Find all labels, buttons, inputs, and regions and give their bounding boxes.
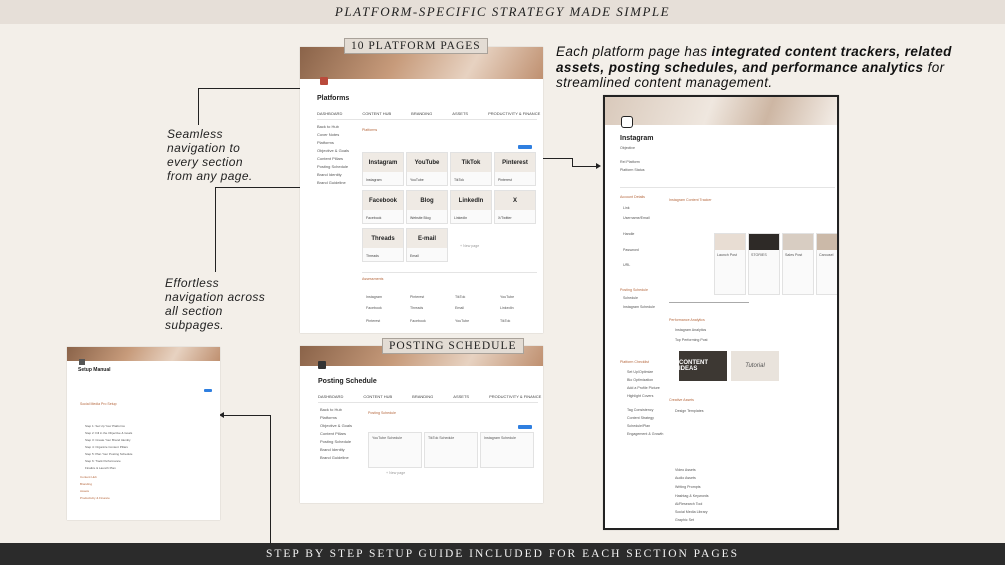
account-field[interactable]: Link — [623, 206, 630, 210]
card-label: Email — [410, 254, 419, 258]
account-field[interactable]: URL — [623, 263, 631, 267]
section-title: Creative Assets — [669, 398, 694, 402]
asset-item[interactable]: Facebook — [366, 306, 382, 310]
section-title: Social Media Pro Setup — [80, 402, 117, 406]
new-page-link[interactable]: + New page — [460, 244, 480, 248]
label-platform-pages: 10 PLATFORM PAGES — [344, 38, 488, 54]
connector-line — [572, 158, 599, 167]
card-title: Facebook — [363, 191, 403, 210]
top-post-thumbnail[interactable]: Tutorial — [731, 351, 779, 381]
divider — [362, 272, 537, 273]
card-label: Pinterest — [498, 178, 512, 182]
analytics-item[interactable]: Instagram Analytics — [675, 328, 707, 332]
creative-item[interactable]: Audio Assets — [675, 476, 696, 480]
platform-card[interactable] — [406, 228, 448, 262]
creative-item[interactable]: Writing Prompts — [675, 485, 701, 489]
connector-line — [215, 187, 313, 272]
description-text: Each platform page has — [556, 44, 712, 59]
section-title: Posting Schedule — [368, 411, 396, 415]
page-title: Platforms — [317, 95, 350, 102]
checklist-item[interactable]: Set Up/Optimize — [627, 370, 654, 374]
sidebar-item[interactable]: Cover Notes — [317, 132, 340, 137]
sidebar[interactable] — [320, 406, 352, 462]
analytics-item[interactable]: Top Performing Post — [675, 338, 708, 342]
sidebar-item[interactable]: Brand Identity — [320, 447, 345, 452]
annotation-seamless: Seamless navigation to every section from any page. — [167, 127, 253, 183]
property-label: Platform Status — [620, 168, 645, 172]
card-title: TikTok Schedule — [428, 436, 455, 440]
step-item[interactable]: Step 2: Fill in the Objective & Goals — [85, 431, 133, 435]
asset-item[interactable]: Pinterest — [366, 319, 381, 323]
platform-card[interactable] — [450, 152, 492, 186]
new-button[interactable] — [518, 145, 532, 149]
platform-card[interactable] — [450, 190, 492, 224]
scrollbar[interactable] — [669, 302, 749, 303]
card-label: YouTube — [410, 178, 424, 182]
arrow-icon — [596, 163, 601, 169]
section-title: Platforms — [362, 128, 378, 132]
sidebar-item[interactable]: Brand Identity — [317, 172, 342, 177]
section-title: Performance Analytics — [669, 318, 705, 322]
annotation-effortless: Effortless navigation across all section subpages. — [165, 276, 266, 332]
top-post-thumbnail[interactable]: CONTENT IDEAS — [679, 351, 727, 381]
checklist-item[interactable]: Add a Profile Picture — [627, 386, 660, 390]
description-tail: for streamlined content management. — [556, 59, 945, 90]
card-title: Instagram Schedule — [484, 436, 516, 440]
step-item[interactable]: Step 4: Organize Content Pillars — [85, 445, 128, 449]
asset-item[interactable]: TikTok — [500, 319, 511, 323]
step-item[interactable]: Step 3: Create Your Brand Identity — [85, 438, 131, 442]
tracker-card[interactable] — [816, 233, 838, 295]
card-title: YouTube Schedule — [372, 436, 403, 440]
section-title: Platform Checklist — [620, 360, 649, 364]
platform-card[interactable] — [362, 190, 404, 224]
card-title: YouTube — [407, 153, 447, 172]
tracker-card-title: Sales Post — [785, 253, 803, 257]
section-toggle[interactable]: Productivity & Finance — [80, 496, 110, 500]
description — [556, 44, 996, 91]
tracker-card-title: Launch Post — [717, 253, 737, 257]
label-posting-schedule: POSTING SCHEDULE — [382, 338, 524, 354]
creative-item[interactable]: Graphic Set — [675, 518, 694, 522]
nav-assets[interactable]: ASSETS — [453, 394, 470, 399]
schedule-card[interactable] — [480, 432, 534, 468]
nav-branding[interactable]: BRANDING — [411, 111, 433, 116]
section-title: Account Details — [620, 195, 645, 199]
section-title: Posting Schedule — [620, 288, 648, 292]
asset-item[interactable]: YouTube — [455, 319, 470, 323]
creative-item[interactable]: Video Assets — [675, 468, 696, 472]
description-bold: integrated content trackers, related assets, posting schedules, and performance analytics — [556, 44, 952, 75]
sidebar-item[interactable]: Brand Guideline — [317, 180, 346, 185]
nav-content-hub[interactable]: CONTENT HUB — [362, 111, 392, 116]
account-field[interactable]: Username/Email — [623, 216, 650, 220]
sidebar[interactable] — [317, 123, 349, 187]
posting-tab[interactable]: Schedule — [623, 296, 638, 300]
footer-banner — [0, 543, 1005, 565]
tracker-card-title: STORIES — [751, 253, 767, 257]
account-field[interactable]: Handle — [623, 232, 635, 236]
card-title: TikTok — [451, 153, 491, 172]
asset-item[interactable]: Pinterest — [410, 295, 425, 299]
connector-line — [224, 415, 271, 544]
checklist-item[interactable]: Engagement & Growth — [627, 432, 664, 436]
setup-manual-screenshot — [67, 347, 220, 520]
nav-productivity[interactable]: PRODUCTIVITY & FINANCE — [489, 394, 542, 399]
new-page-link[interactable]: + New page — [386, 471, 406, 475]
nav-dashboard[interactable]: DASHBOARD — [318, 394, 344, 399]
card-label: Threads — [366, 254, 379, 258]
tracker-card[interactable] — [748, 233, 780, 295]
section-toggle[interactable]: Content Hub — [80, 475, 97, 479]
connector-line — [542, 158, 572, 159]
new-button[interactable] — [518, 425, 532, 429]
page-title: Instagram — [620, 135, 654, 142]
asset-item[interactable]: TikTok — [455, 295, 466, 299]
page-title: Setup Manual — [78, 367, 111, 373]
asset-item[interactable]: Facebook — [410, 319, 426, 323]
step-item[interactable]: Step 5: Plan Your Posting Schedule — [85, 452, 133, 456]
checklist-item[interactable]: Tag Consistency — [627, 408, 654, 412]
schedule-card[interactable] — [424, 432, 478, 468]
sidebar-item[interactable]: Brand Guideline — [320, 455, 349, 460]
sidebar-item[interactable]: Back to Hub — [320, 407, 342, 412]
section-toggle[interactable]: Assets — [80, 489, 90, 493]
card-title: Instagram — [363, 153, 403, 172]
sidebar-item[interactable]: Platforms — [317, 140, 334, 145]
card-label: Website Blog — [410, 216, 431, 220]
new-button[interactable] — [204, 389, 212, 392]
creative-item[interactable]: AI/Research Tool — [675, 502, 703, 506]
nav-dashboard[interactable]: DASHBOARD — [317, 111, 343, 116]
card-label: Instagram — [366, 178, 382, 182]
platform-card[interactable] — [494, 190, 536, 224]
cover-image — [67, 347, 220, 361]
asset-item[interactable]: LinkedIn — [500, 306, 514, 310]
property-label: Objective — [620, 146, 635, 150]
account-field[interactable]: Password — [623, 248, 639, 252]
asset-item[interactable]: YouTube — [500, 295, 515, 299]
nav-productivity[interactable]: PRODUCTIVITY & FINANCE — [488, 111, 541, 116]
platform-card[interactable] — [406, 190, 448, 224]
posting-schedule-screenshot — [300, 346, 543, 503]
sidebar-item[interactable]: Objective & Goals — [320, 423, 353, 428]
section-title: Instagram Content Tracker — [669, 198, 712, 202]
sidebar-item[interactable]: Content Pillars — [320, 431, 347, 436]
sidebar-item[interactable]: Posting Schedule — [320, 439, 352, 444]
posting-item[interactable]: Instagram Schedule — [623, 305, 655, 309]
platform-card[interactable] — [362, 228, 404, 262]
sidebar-item[interactable]: Posting Schedule — [317, 164, 349, 169]
top-nav[interactable] — [318, 394, 541, 399]
page-icon — [320, 77, 328, 85]
footer-text: STEP BY STEP SETUP GUIDE INCLUDED FOR EACH SECTION PAGES — [265, 548, 740, 560]
card-label: LinkedIn — [454, 216, 468, 220]
card-title: LinkedIn — [451, 191, 491, 210]
sidebar-item[interactable]: Objective & Goals — [317, 148, 350, 153]
top-nav[interactable] — [317, 111, 540, 116]
checklist-item[interactable]: Schedule/Plan — [627, 424, 651, 428]
cover-image — [605, 97, 837, 125]
step-item[interactable]: Step 6: Track Performance — [85, 459, 121, 463]
asset-item[interactable]: Threads — [410, 306, 424, 310]
tracker-card[interactable] — [782, 233, 814, 295]
divider — [317, 119, 537, 120]
schedule-card[interactable] — [368, 432, 422, 468]
platform-card[interactable] — [362, 152, 404, 186]
card-label: TikTok — [454, 178, 464, 182]
nav-assets[interactable]: ASSETS — [452, 111, 469, 116]
asset-item[interactable]: Email — [455, 306, 464, 310]
header-banner — [0, 0, 1005, 24]
page-icon — [79, 359, 85, 365]
card-title: Blog — [407, 191, 447, 210]
card-title: X — [495, 191, 535, 210]
tracker-card[interactable] — [714, 233, 746, 295]
page-icon — [318, 361, 326, 369]
platform-card[interactable] — [406, 152, 448, 186]
checklist-item[interactable]: Bio Optimization — [627, 378, 654, 382]
platform-card[interactable] — [494, 152, 536, 186]
divider — [318, 402, 538, 403]
card-label: Facebook — [366, 216, 382, 220]
sidebar-item[interactable]: Content Pillars — [317, 156, 344, 161]
section-title: Assessments — [362, 277, 384, 281]
card-label: X/Twitter — [498, 216, 512, 220]
section-toggle[interactable]: Branding — [80, 482, 93, 486]
tracker-card-title: Carousel — [819, 253, 834, 257]
nav-content-hub[interactable]: CONTENT HUB — [363, 394, 393, 399]
creative-item[interactable]: Design Templates — [675, 409, 704, 413]
step-item[interactable]: Finalize & Launch Plan — [85, 466, 116, 470]
creative-item[interactable]: Social Media Library — [675, 510, 708, 514]
checklist-item[interactable]: Highlight Covers — [627, 394, 654, 398]
platforms-page-screenshot — [300, 47, 543, 333]
step-item[interactable]: Step 1: Set Up Your Platforms — [85, 424, 125, 428]
instagram-page-screenshot — [603, 95, 839, 530]
asset-item[interactable]: Instagram — [366, 295, 382, 299]
card-title: Pinterest — [495, 153, 535, 172]
card-title: Threads — [363, 229, 403, 248]
sidebar-item[interactable]: Back to Hub — [317, 124, 339, 129]
checklist-item[interactable]: Content Strategy — [627, 416, 654, 420]
page-title: Posting Schedule — [318, 378, 377, 385]
property-label: Rel Platform — [620, 160, 640, 164]
nav-branding[interactable]: BRANDING — [412, 394, 434, 399]
card-title: E-mail — [407, 229, 447, 248]
sidebar-item[interactable]: Platforms — [320, 415, 337, 420]
divider — [620, 187, 835, 188]
instagram-icon — [621, 116, 633, 128]
header-title: PLATFORM-SPECIFIC STRATEGY MADE SIMPLE — [334, 4, 671, 19]
creative-item[interactable]: Hashtag & Keywords — [675, 494, 709, 498]
